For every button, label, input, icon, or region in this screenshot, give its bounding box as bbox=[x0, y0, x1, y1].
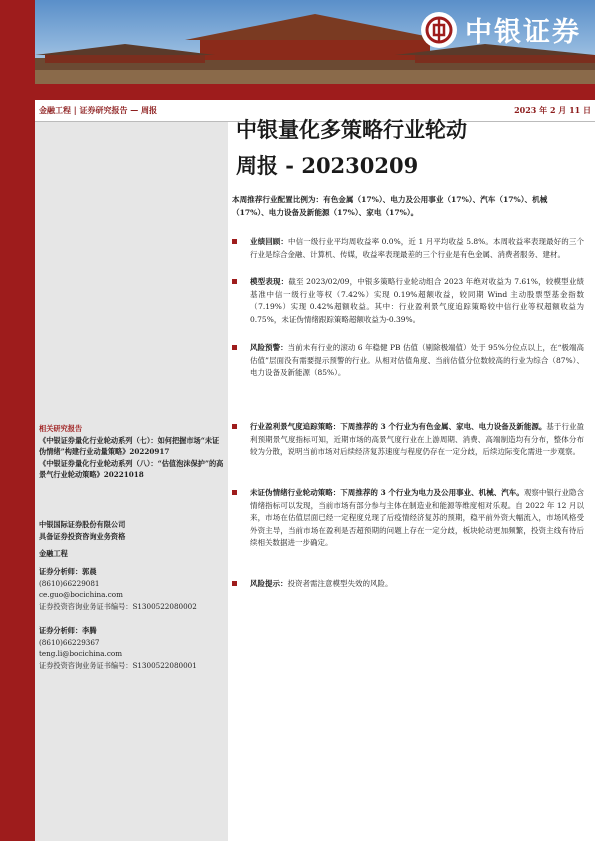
bullet-sentiment-strategy bbox=[232, 487, 584, 550]
bullet-lead: 风险提示： bbox=[250, 579, 288, 588]
related-report-1: 《中银证券量化行业轮动系列（七）：如何把握市场“未证伪情绪”构建行业动量策略》20220917 bbox=[39, 435, 220, 456]
title-line-1: 中银量化多策略行业轮动 bbox=[236, 117, 467, 142]
bullet-lead: 模型表现： bbox=[250, 277, 289, 286]
summary: 本周推荐行业配置比例为：有色金属（17%）、电力及公用事业（17%）、汽车（17%）、机械（17%）、电力设备及新能源（17%）、家电（17%）。 bbox=[232, 195, 548, 217]
boc-logo-icon bbox=[421, 12, 457, 48]
bullet-text: 投资者需注意模型失效的风险。 bbox=[287, 579, 393, 588]
bullet-square-icon bbox=[232, 345, 237, 350]
analyst-2-email[interactable]: teng.li@bocichina.com bbox=[39, 649, 123, 658]
bullet-square-icon bbox=[232, 490, 237, 495]
left-red-bar bbox=[0, 0, 35, 841]
analyst-1-email[interactable]: ce.guo@bocichina.com bbox=[39, 590, 123, 599]
bullet-performance bbox=[232, 236, 584, 261]
bullet-text: 截至 2023/02/09，中银多策略行业轮动组合 2023 年绝对收益为 7.61%，较模型业绩基准中信一级行业等权（7.42%）实现 0.19%超额收益，较同期 Wind 主动股票型基金指数（7.19%）实现 0.42%超额收益。其中：行业盈利景气度追踪策略较中信行业等权超额收益为 0.75%，未证伪情绪跟踪策略超额收益为-0.39%。 bbox=[250, 277, 584, 324]
analyst-2-phone: (8610)66229367 bbox=[39, 637, 100, 647]
bullet-prosperity-strategy bbox=[232, 421, 584, 459]
department: 金融工程 bbox=[39, 549, 68, 558]
header-stripe bbox=[35, 84, 595, 100]
report-title bbox=[236, 112, 586, 184]
title-line-2: 周报 - 20230209 bbox=[236, 153, 419, 178]
header-banner bbox=[35, 0, 595, 84]
analyst-2-cert: 证券投资咨询业务证书编号：S1300522080001 bbox=[39, 660, 197, 670]
bullet-text: 观察中银行业隐含情绪指标可以发现，当前市场有部分参与主体在制造业和能源等维度相对乐观。自 2022 年 12 月以来，市场在估值层面已经一定程度兑现了后疫情经济复苏的预期，稳平前外资大幅流入，市场风格受外资主导，当前市场在盈利是否超预期的问题上存在一定分歧，板块轮动更加频繁，投资主线有待后续相关数据进一步确定。 bbox=[250, 488, 584, 547]
related-report-2: 《中银证券量化行业轮动系列（八）：“估值泡沫保护”的高景气行业轮动策略》20221018 bbox=[39, 458, 224, 479]
bullet-lead: 风险预警： bbox=[250, 343, 288, 352]
bullet-text: 中信一级行业平均周收益率 0.0%，近 1 月平均收益 5.8%。本周收益率表现最好的三个行业是综合金融、计算机、传媒，收益率表现最差的三个行业是有色金属、消费者服务、建材。 bbox=[250, 237, 585, 259]
report-category: 金融工程 | 证券研究报告 — 周报 bbox=[39, 105, 158, 115]
bullet-square-icon bbox=[232, 424, 237, 429]
bullet-lead: 行业盈利景气度追踪策略：下周推荐的 3 个行业为有色金属、家电、电力设备及新能源。 bbox=[250, 422, 547, 431]
bullet-text: 基于行业盈利预期景气度指标可知，近期市场的高景气度行业在上游周期、消费、高端制造均有分布，整体分布较为分散，说明当前市场对后续经济复苏速度与程度仍存在一定分歧，后续边际变化需进一步观察。 bbox=[250, 422, 584, 456]
bullet-text: 当前未有行业的滚动 6 年稳健 PB 估值（剔除极端值）处于 95%分位点以上，在“极端高估值”层面没有需要提示预警的行业。从相对估值角度、当前估值分位数较高的行业为综合（87%）、电力设备及新能源（85%）。 bbox=[250, 343, 584, 377]
bullet-model bbox=[232, 276, 584, 326]
analyst-1-cert: 证券投资咨询业务证书编号：S1300522080002 bbox=[39, 601, 197, 611]
bullet-square-icon bbox=[232, 581, 237, 586]
analyst-1-phone: (8610)66229081 bbox=[39, 578, 100, 588]
related-title: 相关研究报告 bbox=[39, 424, 83, 433]
bullet-square-icon bbox=[232, 279, 237, 284]
analyst-2-title: 证券分析师：李腾 bbox=[39, 626, 97, 635]
related-reports bbox=[39, 423, 225, 481]
analyst-1-title: 证券分析师：郭晨 bbox=[39, 567, 97, 576]
brand-name: 中银证券 bbox=[465, 17, 581, 48]
bullet-square-icon bbox=[232, 239, 237, 244]
bullet-risk-notice bbox=[232, 578, 584, 591]
analyst-2 bbox=[39, 625, 225, 671]
company-name: 中银国际证券股份有限公司 bbox=[39, 520, 126, 529]
bullet-lead: 未证伪情绪行业轮动策略：下周推荐的 3 个行业为电力及公用事业、机械、汽车。 bbox=[250, 488, 524, 497]
report-date: 2023 年 2 月 11 日 bbox=[514, 105, 591, 115]
company-qualification: 具备证券投资咨询业务资格 bbox=[39, 531, 126, 541]
brand-logo bbox=[421, 10, 581, 49]
bullet-lead: 业绩回顾： bbox=[250, 237, 288, 246]
sidebar bbox=[35, 122, 228, 841]
bullet-risk-warning bbox=[232, 342, 584, 380]
analyst-1 bbox=[39, 566, 225, 612]
company-info bbox=[39, 519, 225, 560]
